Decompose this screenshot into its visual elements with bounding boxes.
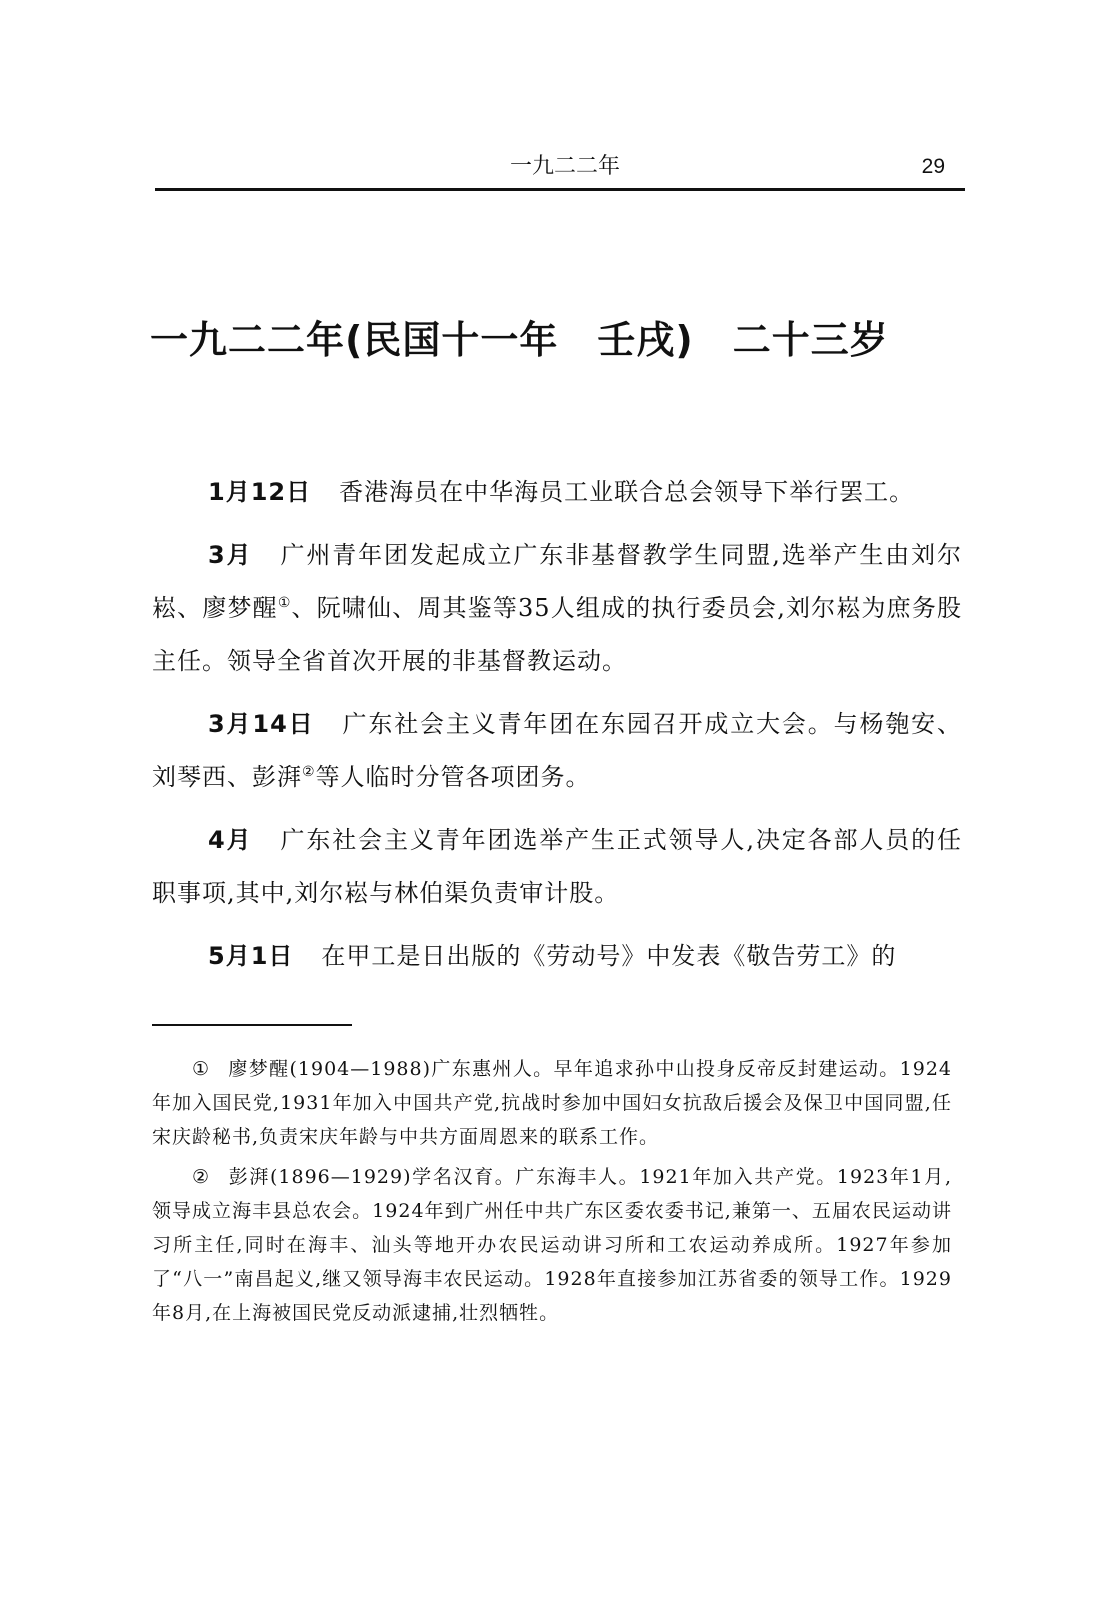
footnote-marker: ① xyxy=(192,1058,211,1080)
footnote-text: 廖梦醒(1904—1988)广东惠州人。早年追求孙中山投身反帝反封建运动。1924年加入国民党,1931年加入中国共产党,抗战时参加中国妇女抗敌后援会及保卫中国同盟,任宋庆龄秘书,负责宋庆年龄与中共方面周恩来的联系工作。 xyxy=(152,1058,952,1148)
running-header xyxy=(155,150,965,190)
chapter-title: 一九二二年(民国十一年 壬戌) 二十三岁 xyxy=(150,318,889,362)
entry-text-continued: 、阮啸仙、周其鉴等35人组成的执行委员会,刘尔崧为庶务股主任。领导全省首次开展的非基督教运动。 xyxy=(152,594,962,675)
entry-date: 1月12日 xyxy=(208,478,312,506)
footnote-marker: ② xyxy=(192,1166,211,1188)
entry-text: 广东社会主义青年团选举产生正式领导人,决定各部人员的任职事项,其中,刘尔崧与林伯渠负责审计股。 xyxy=(152,826,962,907)
entry-text: 广东社会主义青年团在东园召开成立大会。与杨匏安、刘琴西、彭湃 xyxy=(152,710,962,791)
footnote-ref-1: ① xyxy=(277,595,292,611)
footnote-text: 彭湃(1896—1929)学名汉育。广东海丰人。1921年加入共产党。1923年1月,领导成立海丰县总农会。1924年到广州任中共广东区委农委书记,兼第一、五届农民运动讲习所主任,同时在海丰、汕头等地开办农民运动讲习所和工农运动养成所。1927年参加了“八一”南昌起义,继又领导海丰农民运动。1928年直接参加江苏省委的领导工作。1929年8月,在上海被国民党反动派逮捕,壮烈牺牲。 xyxy=(152,1166,952,1324)
entry-text: 香港海员在中华海员工业联合总会领导下举行罢工。 xyxy=(339,478,915,506)
footnote-ref-2: ② xyxy=(302,764,316,780)
running-header-title: 一九二二年 xyxy=(509,154,620,179)
entry-date: 5月1日 xyxy=(208,942,294,970)
page-number: 29 xyxy=(921,155,945,178)
entry-text: 在甲工是日出版的《劳动号》中发表《敬告劳工》的 xyxy=(321,942,897,970)
footnote-2 xyxy=(152,1160,952,1330)
entry-date: 4月 xyxy=(208,826,253,854)
entry-may-1 xyxy=(152,930,962,983)
header-rule xyxy=(155,188,965,191)
entry-mar-14 xyxy=(152,698,962,804)
entry-apr xyxy=(152,814,962,920)
entry-jan-12 xyxy=(152,466,962,519)
entry-mar xyxy=(152,529,962,688)
entry-text-continued: 等人临时分管各项团务。 xyxy=(315,763,591,791)
footnote-1 xyxy=(152,1052,952,1154)
footnote-rule xyxy=(152,1024,352,1026)
entry-date: 3月 xyxy=(208,541,253,569)
chronology-entries xyxy=(152,466,962,993)
entry-text: 广州青年团发起成立广东非基督教学生同盟,选举产生由刘尔崧、廖梦醒 xyxy=(152,541,962,622)
footnotes xyxy=(152,1052,952,1336)
entry-date: 3月14日 xyxy=(208,710,315,738)
